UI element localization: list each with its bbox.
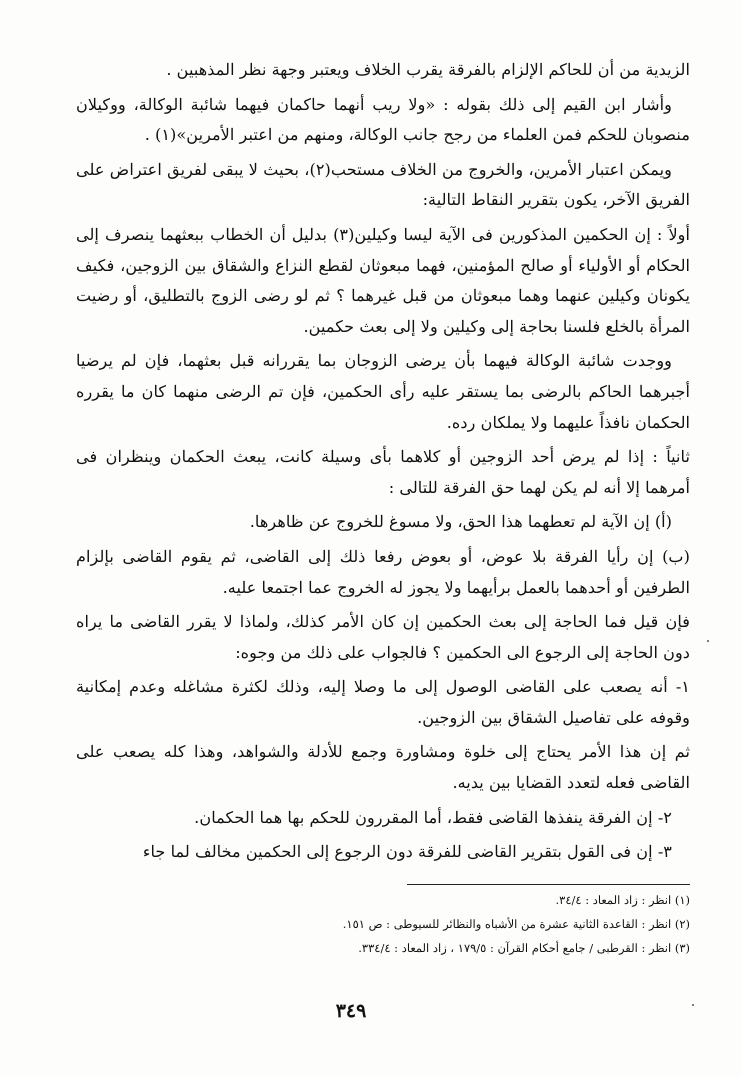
footnote: (١) انظر : زاد المعاد : ٣٤/٤. xyxy=(555,893,690,907)
footnote: (٢) انظر : القاعدة الثانية عشرة من الأشباه والنظائر للسيوطى : ص ١٥١. xyxy=(342,917,690,931)
page-number: ٣٤٩ xyxy=(335,1000,367,1022)
list-item: ١- أنه يصعب على القاضى الوصول إلى ما وصلا إليه، وذلك لكثرة مشاغله وعدم إمكانية وقوفه على تفاصيل الشقاق بين الزوجين. xyxy=(76,677,690,727)
list-item: ٣- إن فى القول بتقرير القاضى للفرقة دون الرجوع إلى الحكمين مخالف لما جاء xyxy=(142,842,672,862)
footnote-separator xyxy=(407,884,690,885)
paragraph: فإن قيل فما الحاجة إلى بعث الحكمين إن كان الأمر كذلك، ولماذا لا يقرر القاضى ما يراه دون الحاجة إلى الرجوع الى الحكمين ؟ فالجواب على ذلك من وجوه: xyxy=(76,612,690,662)
body-text xyxy=(76,55,690,872)
paragraph: ثم إن هذا الأمر يحتاج إلى خلوة ومشاورة وجمع للأدلة والشواهد، وهذا كله يصعب على القاضى فعله لتعدد القضايا بين يديه. xyxy=(76,742,690,793)
footnotes xyxy=(200,888,690,960)
list-item: ٢- إن الفرقة ينفذها القاضى فقط، أما المقررون للحكم بها هما الحكمان. xyxy=(194,807,672,827)
paragraph: أولاً : إن الحكمين المذكورين فى الآية ليسا وكيلين(٣) بدليل أن الخطاب ببعثهما ينصرف إلى الحكام أو الأولياء أو صالح المؤمنين، فهما مبعوثان لقطع النزاع والشقاق بين الزوجين، فكيف يكونان وكيلين عنهما وهما مبعوثان من قبل غيرهما ؟ ثم لو رضى الزوج بالتطليق، أو رضيت المرأة بالخلع فلسنا بحاجة إلى وكيلين ولا إلى بعث حكمين. xyxy=(76,224,690,336)
list-item: (أ) إن الآية لم تعطهما هذا الحق، ولا مسوغ للخروج عن ظاهرها. xyxy=(249,512,672,532)
scan-speck xyxy=(692,1004,694,1006)
list-item: (ب) إن رأيا الفرقة بلا عوض، أو بعوض رفعا ذلك إلى القاضى، ثم يقوم القاضى بإلزام الطرفين أو أحدهما بالعمل برأيهما ولا يجوز له الخروج عما اجتمعا عليه. xyxy=(76,546,690,597)
footnote: (٣) انظر : القرطبى / جامع أحكام القرآن : ١٧٩/٥ ، زاد المعاد : ٣٣٤/٤. xyxy=(358,941,690,955)
paragraph: ويمكن اعتبار الأمرين، والخروج من الخلاف مستحب(٢)، بحيث لا يبقى لفريق اعتراض على الفريق الآخر، يكون بتقرير النقاط التالية: xyxy=(76,159,690,210)
paragraph: الزيدية من أن للحاكم الإلزام بالفرقة يقرب الخلاف ويعتبر وجهة نظر المذهبين . xyxy=(166,60,690,79)
paragraph: ووجدت شائبة الوكالة فيهما بأن يرضى الزوجان بما يقررانه قبل بعثهما، فإن لم يرضيا أجبرهما الحاكم بالرضى بما يستقر عليه رأى الحكمين، فإن تم الرضى منهما كان ما يقرره الحكمان نافذاً عليهما ولا يملكان رده. xyxy=(76,351,690,432)
scan-speck xyxy=(707,640,709,642)
paragraph: وأشار ابن القيم إلى ذلك بقوله : «ولا ريب أنهما حاكمان فيهما شائبة الوكالة، ووكيلان منصوبان للحكم فمن العلماء من رجح جانب الوكالة، ومنهم من اعتبر الأمرين»(١) . xyxy=(76,94,690,145)
paragraph: ثانياً : إذا لم يرض أحد الزوجين أو كلاهما بأى وسيلة كانت، يبعث الحكمان وينظران فى أمرهما إلا أنه لم يكن لهما حق الفرقة للتالى : xyxy=(76,447,690,497)
